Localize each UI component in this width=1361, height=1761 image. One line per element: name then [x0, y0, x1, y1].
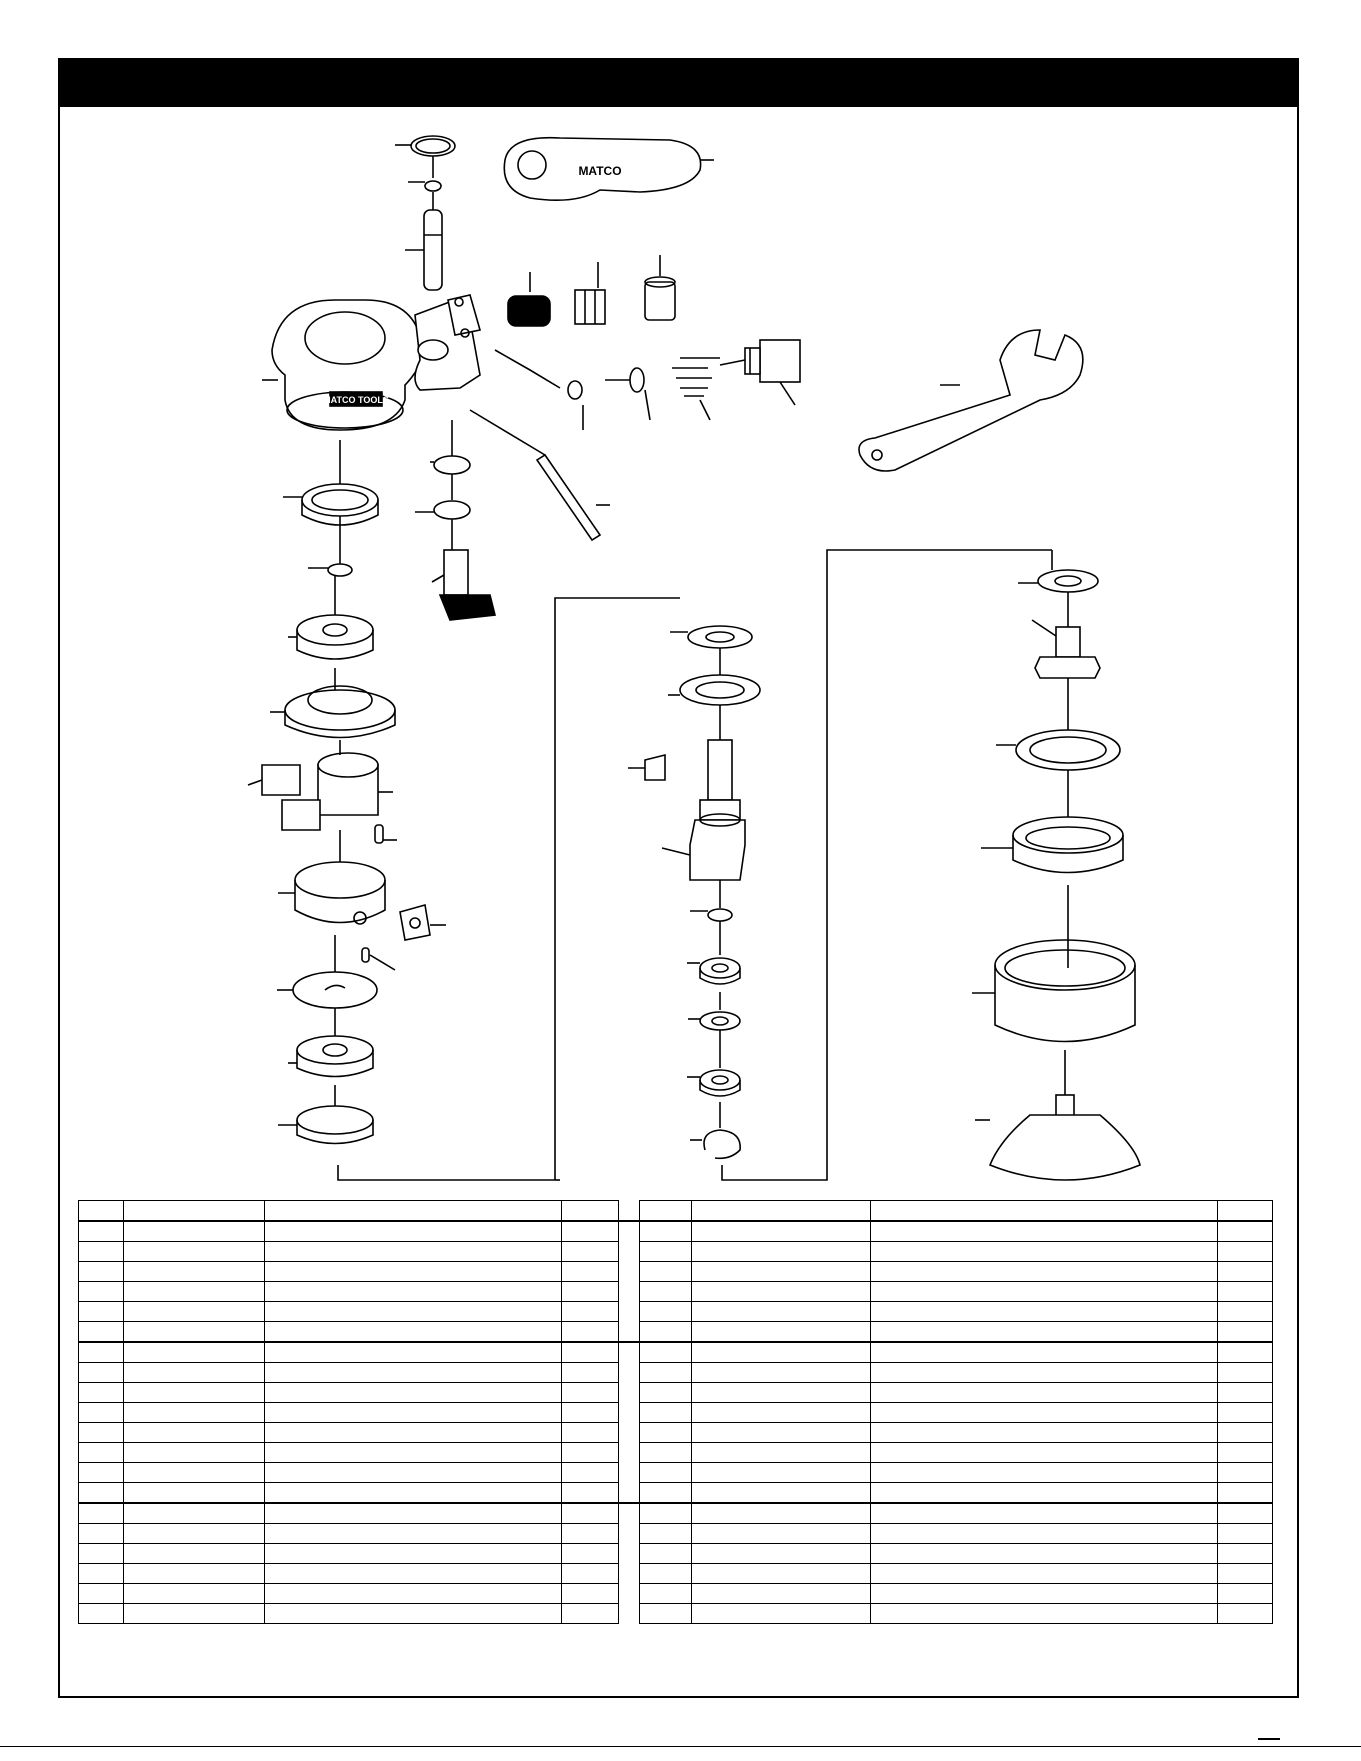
table-row: [79, 1443, 1273, 1463]
table-cell: [640, 1463, 692, 1483]
washer-spindle-2: [700, 1012, 740, 1030]
table-cell: [692, 1443, 871, 1463]
table-cell: [640, 1221, 692, 1242]
parts-list-table: [78, 1200, 1273, 1624]
valve-spring: [672, 358, 720, 396]
bearing-cap: [297, 1106, 373, 1144]
sanding-pad: [990, 1095, 1140, 1180]
table-cell: [1218, 1564, 1273, 1584]
table-cell: [124, 1443, 265, 1463]
table-row: [79, 1584, 1273, 1604]
table-cell: [265, 1262, 562, 1282]
table-gap: [619, 1463, 640, 1483]
table-cell: [1218, 1302, 1273, 1322]
table-cell: [124, 1342, 265, 1363]
table-cell: [871, 1483, 1218, 1504]
table-cell: [871, 1242, 1218, 1262]
table-cell: [640, 1564, 692, 1584]
balancer-shaft: [1035, 627, 1100, 678]
table-gap: [619, 1544, 640, 1564]
table-cell: [124, 1423, 265, 1443]
table-cell: [265, 1221, 562, 1242]
table-cell: [692, 1342, 871, 1363]
table-cell: [124, 1221, 265, 1242]
table-cell: [640, 1604, 692, 1624]
table-cell: [79, 1242, 124, 1262]
table-row: [79, 1463, 1273, 1483]
table-cell: [562, 1302, 619, 1322]
table-cell: [871, 1463, 1218, 1483]
pad-shroud: [995, 940, 1135, 1042]
table-cell: [1218, 1383, 1273, 1403]
table-cell: [562, 1322, 619, 1343]
key: [645, 755, 665, 780]
table-cell: [640, 1584, 692, 1604]
table-cell: [265, 1322, 562, 1343]
cylinder: [295, 862, 385, 924]
table-cell: [640, 1282, 692, 1302]
table-cell: [265, 1503, 562, 1524]
air-inlet-fitting: [575, 290, 605, 324]
table-cell: [1218, 1423, 1273, 1443]
table-cell: [265, 1524, 562, 1544]
table-cell: [640, 1423, 692, 1443]
table-cell: [562, 1221, 619, 1242]
table-cell: [871, 1584, 1218, 1604]
table-row: [79, 1604, 1273, 1624]
table-cell: [124, 1463, 265, 1483]
table-cell: [79, 1363, 124, 1383]
table-row: [79, 1544, 1273, 1564]
table-cell: [124, 1524, 265, 1544]
table-gap: [619, 1322, 640, 1343]
table-cell: [692, 1524, 871, 1544]
washer-pad: [1038, 570, 1098, 592]
table-cell: [640, 1342, 692, 1363]
table-cell: [640, 1322, 692, 1343]
table-cell: [871, 1604, 1218, 1624]
housing-logo: [323, 392, 389, 406]
throttle-body: [415, 295, 480, 390]
table-cell: [1218, 1262, 1273, 1282]
table-gap: [619, 1604, 640, 1624]
parts-table-body: [79, 1221, 1273, 1624]
table-cell: [79, 1322, 124, 1343]
table-cell: [562, 1282, 619, 1302]
table-cell: [124, 1503, 265, 1524]
table-row: [79, 1483, 1273, 1504]
table-cell: [871, 1262, 1218, 1282]
table-cell: [1218, 1584, 1273, 1604]
label-plate: [504, 138, 700, 201]
table-cell: [692, 1322, 871, 1343]
table-cell: [79, 1262, 124, 1282]
table-cell: [265, 1604, 562, 1624]
table-cell: [79, 1564, 124, 1584]
table-cell: [692, 1503, 871, 1524]
table-cell: [265, 1242, 562, 1262]
table-header-row: [79, 1201, 1273, 1222]
cylinder-plate: [400, 905, 430, 940]
table-cell: [124, 1363, 265, 1383]
table-row: [79, 1503, 1273, 1524]
table-gap: [619, 1342, 640, 1363]
header-part-right: [692, 1201, 871, 1222]
table-cell: [79, 1584, 124, 1604]
washer-large: [1016, 730, 1120, 770]
table-gap: [619, 1302, 640, 1322]
table-cell: [1218, 1282, 1273, 1302]
table-cell: [640, 1544, 692, 1564]
table-cell: [124, 1302, 265, 1322]
table-cell: [640, 1443, 692, 1463]
table-cell: [562, 1383, 619, 1403]
housing-logo-text: MATCO TOOLS: [323, 395, 389, 405]
table-cell: [562, 1363, 619, 1383]
table-cell: [1218, 1483, 1273, 1504]
table-cell: [124, 1403, 265, 1423]
valve-stem: [605, 368, 644, 392]
table-cell: [265, 1584, 562, 1604]
locknut-ring: [1013, 817, 1123, 873]
table-cell: [871, 1544, 1218, 1564]
table-cell: [265, 1463, 562, 1483]
table-cell: [871, 1322, 1218, 1343]
table-cell: [692, 1463, 871, 1483]
table-gap: [619, 1524, 640, 1544]
valve-plug: [745, 340, 800, 382]
table-cell: [692, 1604, 871, 1624]
table-cell: [640, 1302, 692, 1322]
table-row: [79, 1564, 1273, 1584]
oring-spindle: [708, 909, 732, 921]
header-desc-right: [871, 1201, 1218, 1222]
table-cell: [692, 1282, 871, 1302]
table-cell: [1218, 1544, 1273, 1564]
table-cell: [265, 1363, 562, 1383]
table-cell: [265, 1302, 562, 1322]
table-gap: [619, 1242, 640, 1262]
table-cell: [1218, 1322, 1273, 1343]
table-cell: [1218, 1503, 1273, 1524]
table-cell: [871, 1503, 1218, 1524]
table-cell: [124, 1242, 265, 1262]
table-cell: [79, 1604, 124, 1624]
table-cell: [265, 1544, 562, 1564]
table-cell: [562, 1443, 619, 1463]
table-cell: [79, 1383, 124, 1403]
table-gap: [619, 1423, 640, 1443]
sander-housing: [272, 300, 422, 430]
table-cell: [562, 1403, 619, 1423]
table-cell: [562, 1584, 619, 1604]
pin-small: [362, 948, 369, 962]
table-cell: [871, 1524, 1218, 1544]
table-cell: [871, 1342, 1218, 1363]
table-cell: [265, 1423, 562, 1443]
table-gap: [619, 1383, 640, 1403]
table-gap: [619, 1221, 640, 1242]
bearing-spindle-1: [700, 958, 740, 984]
table-cell: [640, 1262, 692, 1282]
table-cell: [1218, 1403, 1273, 1423]
table-cell: [640, 1383, 692, 1403]
table-cell: [692, 1363, 871, 1383]
table-cell: [871, 1221, 1218, 1242]
footer-dash: [1258, 1738, 1280, 1740]
table-gap: [619, 1282, 640, 1302]
pin-cylinder: [375, 825, 383, 843]
footer-rule: [0, 1746, 1361, 1747]
table-row: [79, 1262, 1273, 1282]
table-gap: [619, 1483, 640, 1504]
table-gap: [619, 1503, 640, 1524]
table-cell: [692, 1221, 871, 1242]
table-cell: [124, 1584, 265, 1604]
valve-washer: [568, 381, 582, 399]
table-cell: [562, 1503, 619, 1524]
table-row: [79, 1342, 1273, 1363]
table-cell: [871, 1443, 1218, 1463]
table-cell: [265, 1342, 562, 1363]
table-row: [79, 1221, 1273, 1242]
table-row: [79, 1524, 1273, 1544]
table-cell: [692, 1544, 871, 1564]
table-cell: [79, 1524, 124, 1544]
table-gap: [619, 1584, 640, 1604]
table-cell: [871, 1302, 1218, 1322]
table-cell: [692, 1262, 871, 1282]
label-plate-text: MATCO: [578, 164, 622, 178]
table-row: [79, 1363, 1273, 1383]
table-cell: [562, 1463, 619, 1483]
rear-end-plate: [293, 972, 377, 1008]
table-cell: [871, 1363, 1218, 1383]
table-cell: [562, 1524, 619, 1544]
oring-valve-1: [434, 456, 470, 474]
table-row: [79, 1302, 1273, 1322]
table-cell: [692, 1302, 871, 1322]
table-cell: [124, 1483, 265, 1504]
table-cell: [265, 1383, 562, 1403]
table-cell: [79, 1221, 124, 1242]
table-cell: [562, 1604, 619, 1624]
table-cell: [692, 1242, 871, 1262]
shield-spindle: [680, 675, 760, 705]
table-cell: [79, 1503, 124, 1524]
bearing-upper: [297, 615, 373, 659]
spindle: [690, 740, 745, 880]
table-cell: [640, 1403, 692, 1423]
table-cell: [692, 1584, 871, 1604]
table-cell: [871, 1423, 1218, 1443]
table-cell: [1218, 1342, 1273, 1363]
table-cell: [124, 1282, 265, 1302]
table-cell: [640, 1363, 692, 1383]
header-desc-left: [265, 1201, 562, 1222]
table-cell: [562, 1342, 619, 1363]
table-cell: [562, 1423, 619, 1443]
throttle-pin: [424, 210, 442, 290]
oring-valve-2: [434, 501, 470, 519]
table-cell: [265, 1483, 562, 1504]
table-cell: [562, 1483, 619, 1504]
table-cell: [1218, 1463, 1273, 1483]
table-cell: [871, 1564, 1218, 1584]
table-cell: [265, 1564, 562, 1584]
table-cell: [692, 1423, 871, 1443]
spacer-small: [328, 564, 352, 576]
table-cell: [1218, 1524, 1273, 1544]
table-cell: [692, 1483, 871, 1504]
table-cell: [79, 1463, 124, 1483]
table-cell: [1218, 1604, 1273, 1624]
header-ref-left: [79, 1201, 124, 1222]
table-cell: [79, 1403, 124, 1423]
header-part-left: [124, 1201, 265, 1222]
table-cell: [124, 1604, 265, 1624]
table-gap: [619, 1443, 640, 1463]
table-cell: [640, 1483, 692, 1504]
table-row: [79, 1403, 1273, 1423]
table-cell: [79, 1544, 124, 1564]
throttle-valve-body: [440, 550, 495, 620]
table-cell: [871, 1383, 1218, 1403]
table-gap: [619, 1201, 640, 1222]
table-cell: [692, 1383, 871, 1403]
table-cell: [692, 1564, 871, 1584]
table-cell: [79, 1282, 124, 1302]
inlet-screen: [508, 296, 550, 326]
table-cell: [871, 1403, 1218, 1423]
table-row: [79, 1282, 1273, 1302]
table-cell: [692, 1403, 871, 1423]
table-gap: [619, 1403, 640, 1423]
table-cell: [562, 1544, 619, 1564]
table-cell: [640, 1242, 692, 1262]
table-cell: [124, 1544, 265, 1564]
table-cell: [640, 1524, 692, 1544]
rotor-and-blades: [262, 753, 378, 830]
handle-rod: [537, 455, 600, 540]
table-cell: [562, 1564, 619, 1584]
table-cell: [1218, 1363, 1273, 1383]
table-row: [79, 1242, 1273, 1262]
table-cell: [640, 1503, 692, 1524]
table-cell: [871, 1282, 1218, 1302]
bearing-lower: [297, 1036, 373, 1077]
table-cell: [79, 1483, 124, 1504]
wrench: [859, 330, 1083, 471]
washer-spindle-1: [688, 626, 752, 648]
table-gap: [619, 1363, 640, 1383]
header-qty-left: [562, 1201, 619, 1222]
table-cell: [265, 1443, 562, 1463]
table-cell: [124, 1564, 265, 1584]
table-gap: [619, 1262, 640, 1282]
table-cell: [265, 1282, 562, 1302]
table-row: [79, 1383, 1273, 1403]
header-ref-right: [640, 1201, 692, 1222]
table-cell: [124, 1262, 265, 1282]
table-cell: [562, 1242, 619, 1262]
table-row: [79, 1322, 1273, 1343]
table-cell: [265, 1403, 562, 1423]
table-cell: [79, 1342, 124, 1363]
table-cell: [124, 1322, 265, 1343]
table-cell: [1218, 1242, 1273, 1262]
oring-small-top: [425, 181, 441, 191]
header-qty-right: [1218, 1201, 1273, 1222]
table-cell: [124, 1383, 265, 1403]
table-cell: [79, 1443, 124, 1463]
table-cell: [79, 1302, 124, 1322]
front-end-plate: [285, 686, 395, 738]
table-cell: [79, 1423, 124, 1443]
table-gap: [619, 1564, 640, 1584]
retaining-ring-spindle: [704, 1130, 740, 1158]
table-row: [79, 1423, 1273, 1443]
table-cell: [1218, 1221, 1273, 1242]
inlet-cap: [645, 277, 675, 320]
table-cell: [562, 1262, 619, 1282]
table-cell: [1218, 1443, 1273, 1463]
bearing-spindle-2: [700, 1070, 740, 1096]
